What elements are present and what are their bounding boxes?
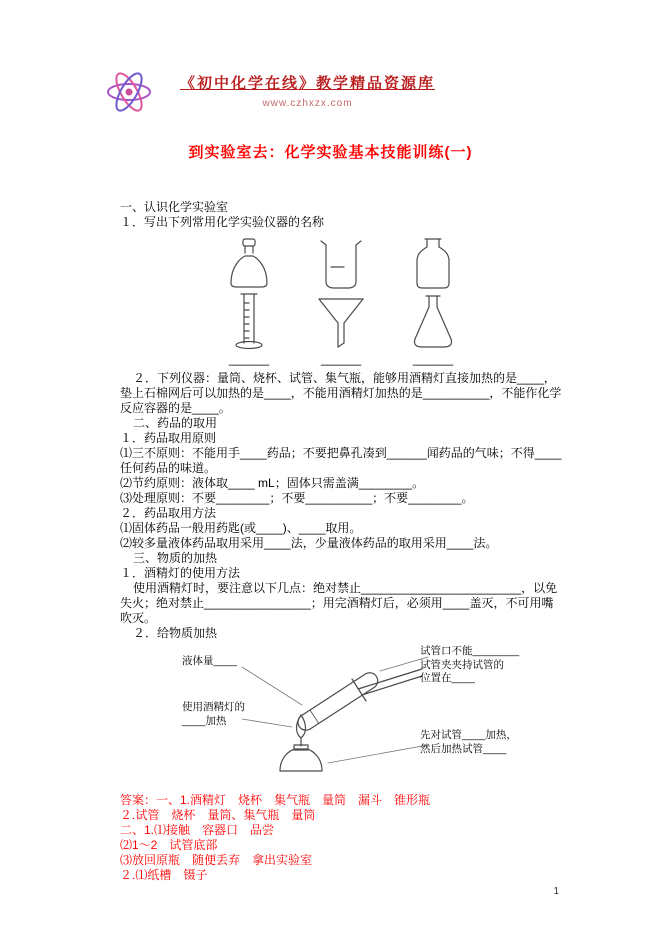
heading-3-2: ２．给物质加热 xyxy=(133,626,218,640)
figure-beaker xyxy=(295,235,387,291)
answer-line-3: 二、1.⑴接触 容器口 品尝 xyxy=(120,823,275,837)
label-preheat-line2: 然后加热试管____ xyxy=(420,742,507,755)
document-title: 到实验室去：化学实验基本技能训练(一) xyxy=(188,144,473,161)
name-blank-3: ______ xyxy=(412,351,454,366)
label-preheat xyxy=(420,729,550,756)
answer-line-4: ⑵1～2 试管底部 xyxy=(120,838,218,852)
label-tube-mouth-clamp xyxy=(420,645,546,686)
funnel-icon xyxy=(313,293,369,351)
equipment-row-2 xyxy=(120,291,562,351)
heading-section-1: 一、认识化学实验室 xyxy=(120,200,229,214)
rule-three-no: ⑴三不原则：不能用手____药品；不要把鼻孔凑到______闻药品的气味；不得____任何药品的味道。 xyxy=(120,446,562,475)
label-tube-mouth-line1: 试管口不能________ xyxy=(420,645,520,657)
conical-flask-icon xyxy=(409,293,457,351)
figure-funnel xyxy=(295,291,387,351)
heating-diagram xyxy=(182,645,562,777)
answer-line-5: ⑶放回原瓶 随便丢弃 拿出实验室 xyxy=(120,853,313,867)
site-header-text xyxy=(180,70,435,109)
site-title: 《初中化学在线》教学精品资源库 xyxy=(180,75,436,92)
heading-2-1: １．药品取用原则 xyxy=(120,431,217,445)
site-header xyxy=(102,70,435,114)
gas-jar-icon xyxy=(411,235,455,291)
rule-saving: ⑵节约原则：液体取____ mL；固体只需盖满________。 xyxy=(120,476,425,490)
lamp-usage-text: 使用酒精灯时，要注意以下几点：绝对禁止________________________，以免失火；绝对禁止________________；用完酒精灯后，必须用____盖灭，不可用嘴吹灭。 xyxy=(120,581,558,625)
document-body xyxy=(120,200,562,883)
answer-line-2: ２.试管 烧杯 量筒、集气瓶 量筒 xyxy=(120,808,316,822)
question-1-1: １．写出下列常用化学实验仪器的名称 xyxy=(120,215,325,229)
beaker-icon xyxy=(316,235,366,291)
label-liquid-amount: 液体量____ xyxy=(182,655,237,667)
graduated-cylinder-icon xyxy=(232,291,266,351)
rule-disposal: ⑶处理原则：不要________；不要__________；不要________。 xyxy=(120,491,474,505)
answer-line-6: ２.⑴纸槽 镊子 xyxy=(120,868,208,882)
alcohol-lamp-icon xyxy=(223,235,275,291)
label-flame-use-line2: ____加热 xyxy=(182,714,227,727)
figure-conical-flask xyxy=(387,291,479,351)
method-liquid: ⑵较多量液体药品取用采用____法，少量液体药品的取用采用____法。 xyxy=(120,536,498,550)
method-solid: ⑴固体药品一般用药匙(或____)、____取用。 xyxy=(120,521,362,535)
figure-alcohol-lamp xyxy=(203,235,295,291)
name-blank-1: ______ xyxy=(228,351,270,366)
equipment-figures xyxy=(120,235,562,367)
heading-section-2: 二、药品的取用 xyxy=(133,416,218,430)
name-blank-2: ______ xyxy=(320,351,362,366)
site-url: www.czhxzx.com xyxy=(262,98,353,109)
equipment-row-1 xyxy=(120,235,562,291)
page-number: 1 xyxy=(553,886,559,897)
heating-apparatus-drawing xyxy=(240,647,430,775)
label-flame-use xyxy=(182,701,245,728)
figure-gas-jar xyxy=(387,235,479,291)
answer-key xyxy=(120,793,562,883)
atom-flower-logo-icon xyxy=(102,70,156,114)
label-flame-use-line1: 使用酒精灯的 xyxy=(182,701,245,713)
label-tube-mouth-line3: 位置在____ xyxy=(420,672,475,684)
answer-line-1: 答案：一、1.酒精灯 烧杯 集气瓶 量筒 漏斗 锥形瓶 xyxy=(120,793,431,807)
heading-2-2: ２．药品取用方法 xyxy=(120,506,217,520)
heading-3-1: １．酒精灯的使用方法 xyxy=(120,566,241,580)
equipment-name-blanks xyxy=(120,351,562,367)
figure-graduated-cylinder xyxy=(203,291,295,351)
label-tube-mouth-line2: 试管夹夹持试管的 xyxy=(420,658,504,671)
question-1-2: ２．下列仪器：量筒、烧杯、试管、集气瓶，能够用酒精灯直接加热的是____，垫上石棉网后可以加热的是____，不能用酒精灯加热的是__________，不能作化学反应容器的是____。 xyxy=(120,371,562,415)
heading-section-3: 三、物质的加热 xyxy=(133,551,218,565)
label-preheat-line1: 先对试管____加热， xyxy=(420,729,517,741)
